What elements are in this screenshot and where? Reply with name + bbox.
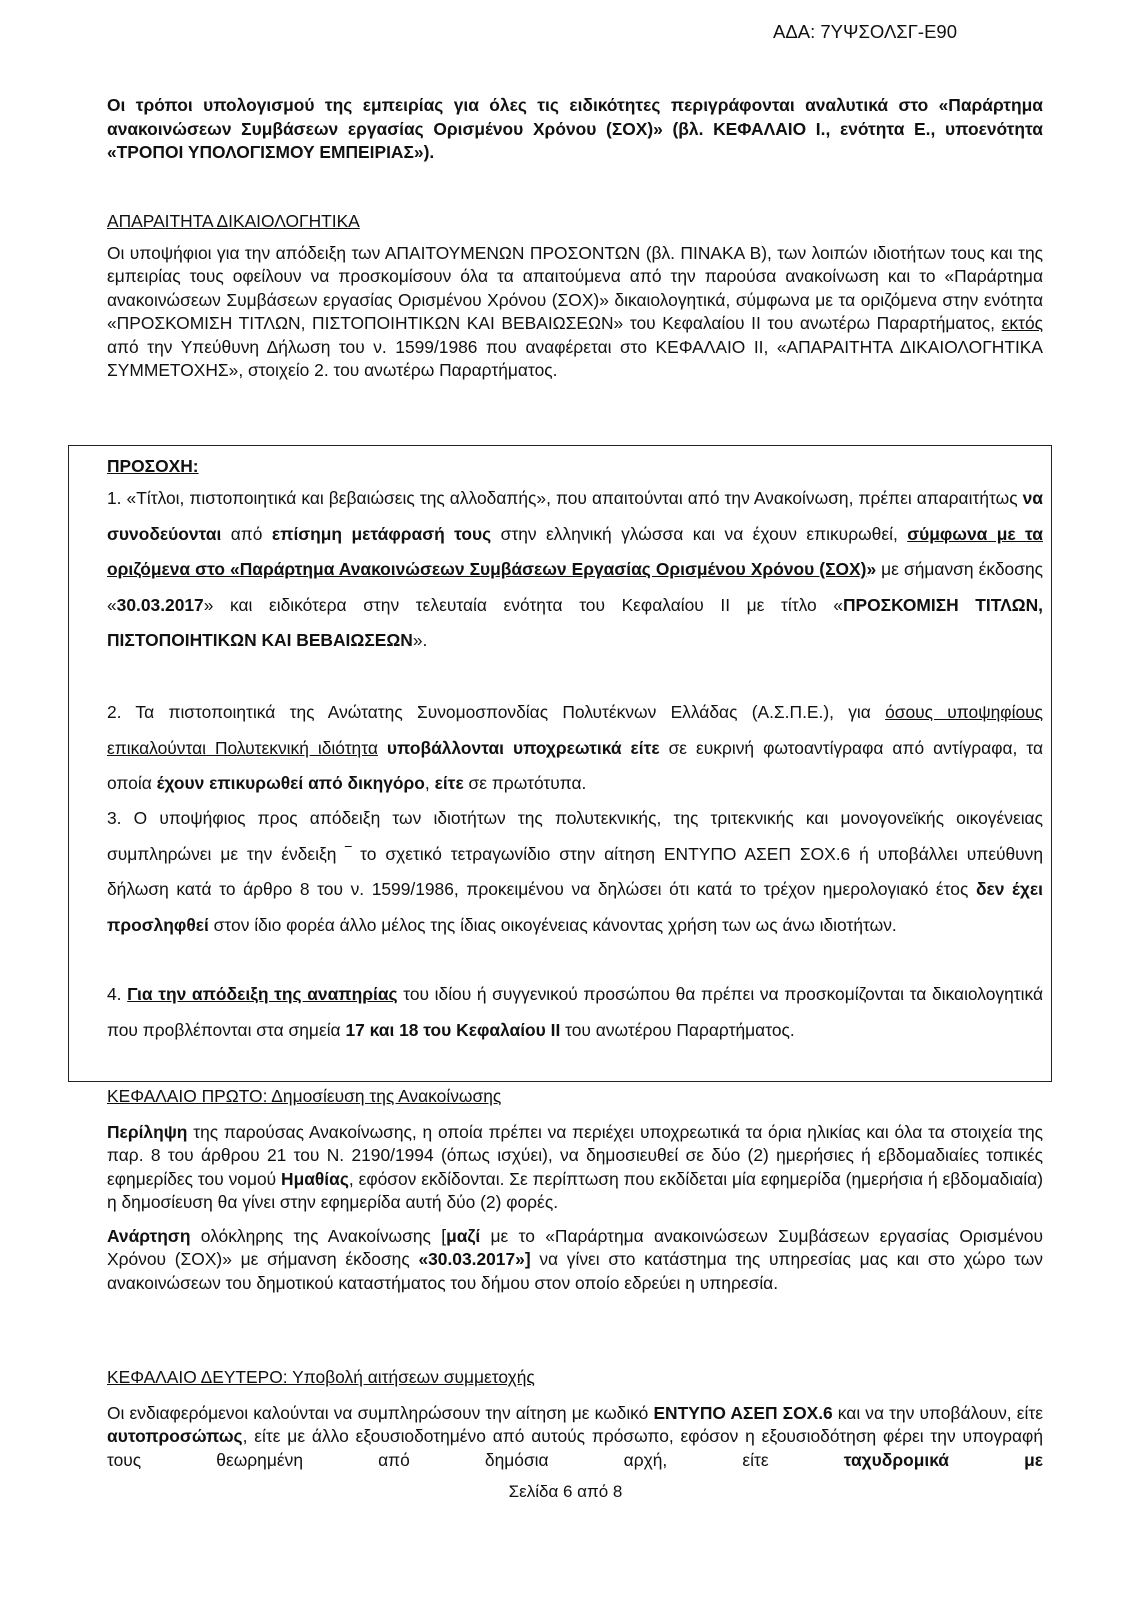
notice-heading: ΠΡΟΣΟΧΗ:	[107, 456, 199, 476]
chapter-one-section	[107, 1085, 1043, 1295]
notice-box	[68, 445, 1052, 1082]
required-docs-section	[107, 210, 1043, 383]
chapter-one-heading: ΚΕΦΑΛΑΙΟ ΠΡΩΤΟ: Δημοσίευση της Ανακοίνωσης	[107, 1086, 502, 1106]
ada-code: ΑΔΑ: 7ΥΨΣΟΛΣΓ-Ε90	[773, 21, 957, 42]
notice-item-4: 4. Για την απόδειξη της αναπηρίας του ιδίου ή συγγενικού προσώπου θα πρέπει να προσκομίζονται τα δικαιολογητικά που προβλέπονται στα σημεία 17 και 18 του Κεφαλαίου ΙΙ του ανωτέρου Παραρτήματος.	[107, 984, 1044, 1040]
notice-item-2: 2. Τα πιστοποιητικά της Ανώτατης Συνομοσπονδίας Πολυτέκνων Ελλάδας (Α.Σ.Π.Ε.), για όσους υποψηφίους επικαλούνται Πολυτεκνική ιδιότητα υποβάλλονται υποχρεωτικά είτε σε ευκρινή φωτοαντίγραφα από αντίγραφα, τα οποία έχουν επικυρωθεί από δικηγόρο, είτε σε πρωτότυπα.	[107, 702, 1044, 794]
chapter-one-paragraph-1: Περίληψη της παρούσας Ανακοίνωσης, η οποία πρέπει να περιέχει υποχρεωτικά τα όρια ηλικίας και όλα τα στοιχεία της παρ. 8 του άρθρου 21 του Ν. 2190/1994 (όπως ισχύει), να δημοσιευθεί σε δύο (2) ημερήσιες ή εβδομαδιαίες τοπικές εφημερίδες του νομού Ημαθίας, εφόσον εκδίδονται. Σε περίπτωση που εκδίδεται μία εφημερίδα (ημερήσια ή εβδομαδιαία) η δημοσίευση θα γίνει στην εφημερίδα αυτή δύο (2) φορές.	[107, 1121, 1043, 1212]
chapter-two-heading: ΚΕΦΑΛΑΙΟ ΔΕΥΤΕΡΟ: Υποβολή αιτήσεων συμμετοχής	[107, 1367, 535, 1387]
chapter-two-section	[107, 1366, 1043, 1472]
chapter-one-paragraph-2: Ανάρτηση ολόκληρης της Ανακοίνωσης [μαζί με το «Παράρτημα ανακοινώσεων Συμβάσεων εργασίας Ορισμένου Χρόνου (ΣΟΧ)» με σήμανση έκδοσης «30.03.2017»] να γίνει στο κατάστημα της υπηρεσίας μας και στο χώρο των ανακοινώσεων του δημοτικού καταστήματος του δήμου στον οποίο εδρεύει η υπηρεσία.	[107, 1225, 1043, 1293]
chapter-two-paragraph: Οι ενδιαφερόμενοι καλούνται να συμπληρώσουν την αίτηση με κωδικό ΕΝΤΥΠΟ ΑΣΕΠ ΣΟΧ.6 και να την υποβάλουν, είτε αυτοπροσώπως, είτε με άλλο εξουσιοδοτημένο από αυτούς πρόσωπο, εφόσον η εξουσιοδότηση φέρει την υπογραφή τους θεωρημένη από δημόσια αρχή, είτε ταχυδρομικά με	[107, 1402, 1043, 1470]
page-number: Σελίδα 6 από 8	[508, 1482, 623, 1501]
intro-paragraph: Οι τρόποι υπολογισμού της εμπειρίας για όλες τις ειδικότητες περιγράφονται αναλυτικά στο «Παράρτημα ανακοινώσεων Συμβάσεων εργασίας Ορισμένου Χρόνου (ΣΟΧ)» (βλ. ΚΕΦΑΛΑΙΟ Ι., ενότητα Ε., υποενότητα «ΤΡΟΠΟΙ ΥΠΟΛΟΓΙΣΜΟΥ ΕΜΠΕΙΡΙΑΣ»).	[107, 95, 1043, 162]
notice-item-3: 3. Ο υποψήφιος προς απόδειξη των ιδιοτήτων της πολυτεκνικής, της τριτεκνικής και μονογονεϊκής οικογένειας συμπληρώνει με την ένδειξη ‾ το σχετικό τετραγωνίδιο στην αίτηση ΕΝΤΥΠΟ ΑΣΕΠ ΣΟΧ.6 ή υποβάλλει υπεύθυνη δήλωση κατά το άρθρο 8 του ν. 1599/1986, προκειμένου να δηλώσει ότι κατά το τρέχον ημερολογιακό έτος δεν έχει προσληφθεί στον ίδιο φορέα άλλο μέλος της ίδιας οικογένειας κάνοντας χρήση των ως άνω ιδιοτήτων.	[107, 808, 1044, 935]
required-docs-paragraph: Οι υποψήφιοι για την απόδειξη των ΑΠΑΙΤΟΥΜΕΝΩΝ ΠΡΟΣΟΝΤΩΝ (βλ. ΠΙΝΑΚΑ Β), των λοιπών ιδιοτήτων τους και της εμπειρίας τους οφείλουν να προσκομίσουν όλα τα απαιτούμενα από την παρούσα ανακοίνωση και το «Παράρτημα ανακοινώσεων Συμβάσεων εργασίας Ορισμένου Χρόνου (ΣΟΧ)» δικαιολογητικά, σύμφωνα με τα οριζόμενα στην ενότητα «ΠΡΟΣΚΟΜΙΣΗ ΤΙΤΛΩΝ, ΠΙΣΤΟΠΟΙΗΤΙΚΩΝ ΚΑΙ ΒΕΒΑΙΩΣΕΩΝ» του Κεφαλαίου ΙΙ του ανωτέρω Παραρτήματος, εκτός από την Υπεύθυνη Δήλωση του ν. 1599/1986 που αναφέρεται στο ΚΕΦΑΛΑΙΟ ΙΙ, «ΑΠΑΡΑΙΤΗΤΑ ΔΙΚΑΙΟΛΟΓΗΤΙΚΑ ΣΥΜΜΕΤΟΧΗΣ», στοιχείο 2. του ανωτέρω Παραρτήματος.	[107, 242, 1043, 380]
notice-item-1: 1. «Τίτλοι, πιστοποιητικά και βεβαιώσεις της αλλοδαπής», που απαιτούνται από την Ανακοίνωση, πρέπει απαραιτήτως να συνοδεύονται από επίσημη μετάφρασή τους στην ελληνική γλώσσα και να έχουν επικυρωθεί, σύμφωνα με τα οριζόμενα στο «Παράρτημα Ανακοινώσεων Συμβάσεων Εργασίας Ορισμένου Χρόνου (ΣΟΧ)» με σήμανση έκδοσης «30.03.2017» και ειδικότερα στην τελευταία ενότητα του Κεφαλαίου ΙΙ με τίτλο «ΠΡΟΣΚΟΜΙΣΗ ΤΙΤΛΩΝ, ΠΙΣΤΟΠΟΙΗΤΙΚΩΝ ΚΑΙ ΒΕΒΑΙΩΣΕΩΝ».	[107, 488, 1043, 651]
required-docs-heading: ΑΠΑΡΑΙΤΗΤΑ ΔΙΚΑΙΟΛΟΓΗΤΙΚΑ	[107, 211, 360, 231]
